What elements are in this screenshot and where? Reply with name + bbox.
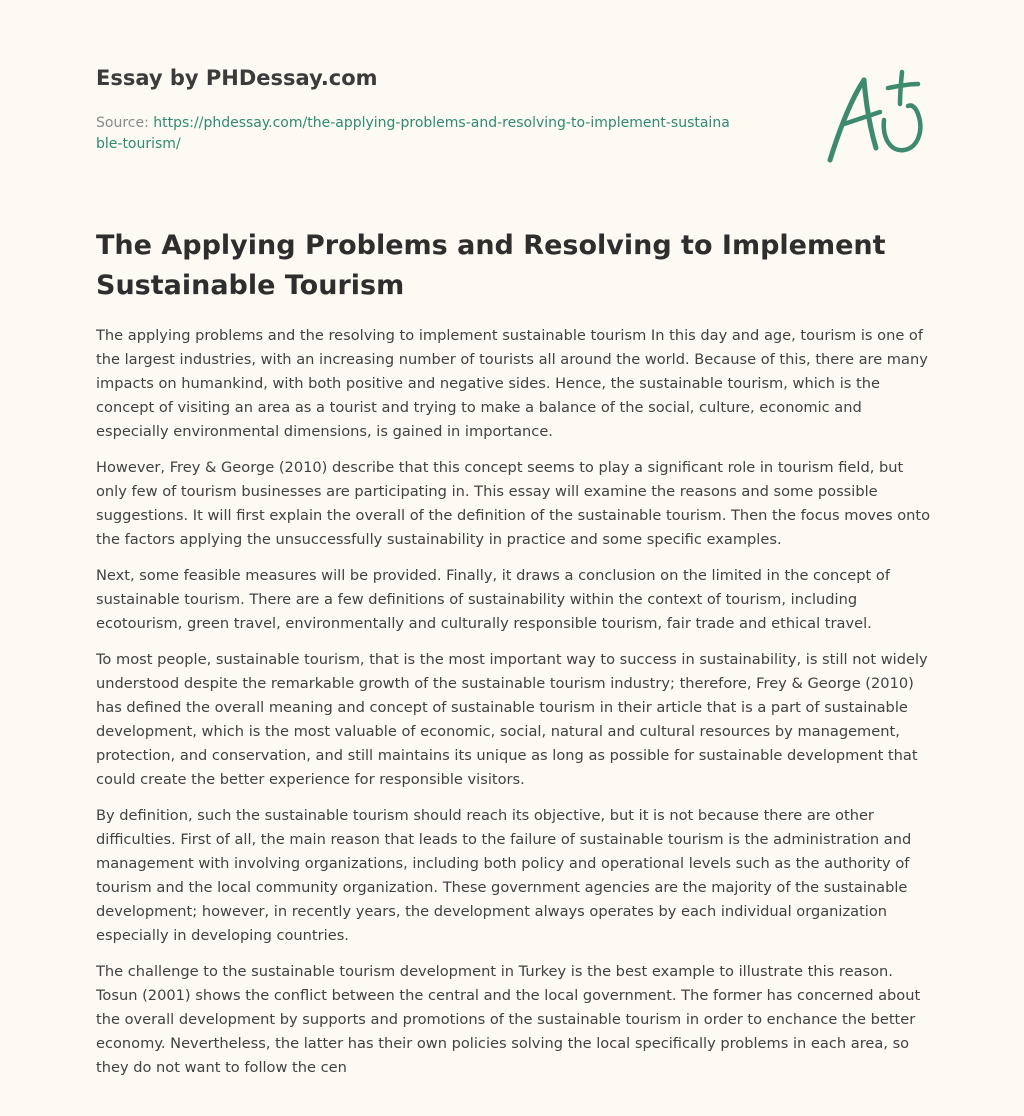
essay-paragraph: However, Frey & George (2010) describe that this concept seems to play a significant role in tourism field, but only few of tourism businesses are participating in. This essay will examine the reasons and some possible suggestions. It will first explain the overall of the definition of the sustainable tourism. Then the focus moves onto the factors applying the unsuccessfully sustainability in practice and some specific examples.	[96, 459, 931, 548]
essay-title: The Applying Problems and Resolving to Implement Sustainable Tourism	[96, 230, 886, 301]
source-line	[96, 113, 736, 155]
brand-title: Essay by PHDessay.com	[96, 66, 378, 90]
essay-paragraph: To most people, sustainable tourism, that is the most important way to success in sustainability, is still not widely understood despite the remarkable growth of the sustainable tourism industry; therefore, Frey & George (2010) has defined the overall meaning and concept of sustainable tourism in their article that is a part of sustainable development, which is the most valuable of economic, social, natural and cultural resources by management, protection, and conservation, and still maintains its unique as long as possible for sustainable development that could create the better experience for responsible visitors.	[96, 651, 928, 788]
essay-paragraph: The applying problems and the resolving to implement sustainable tourism In this day and age, tourism is one of the largest industries, with an increasing number of tourists all around the world. Because of this, there are many impacts on humankind, with both positive and negative sides. Hence, the sustainable tourism, which is the concept of visiting an area as a tourist and trying to make a balance of the social, culture, economic and especially environmental dimensions, is gained in importance.	[96, 327, 928, 440]
essay-paragraph: Next, some feasible measures will be provided. Finally, it draws a conclusion on the limited in the concept of sustainable tourism. There are a few definitions of sustainability within the context of tourism, including ecotourism, green travel, environmentally and culturally responsible tourism, fair trade and ethical travel.	[96, 567, 890, 632]
essay-body	[96, 324, 932, 1092]
source-label: Source:	[96, 115, 149, 131]
a-plus-logo-icon	[826, 68, 930, 164]
essay-paragraph: By definition, such the sustainable tourism should reach its objective, but it is not because there are other difficulties. First of all, the main reason that leads to the failure of sustainable tourism is the administration and management with involving organizations, including both policy and operational levels such as the authority of tourism and the local community organization. These government agencies are the majority of the sustainable development; however, in recently years, the development always operates by each individual organization especially in developing countries.	[96, 807, 912, 944]
source-link[interactable]: https://phdessay.com/the-applying-problems-and-resolving-to-implement-sustainable-tourism/	[96, 115, 730, 152]
essay-paragraph: The challenge to the sustainable tourism development in Turkey is the best example to illustrate this reason. Tosun (2001) shows the conflict between the central and the local government. The former has concerned about the overall development by supports and promotions of the sustainable tourism in order to enchance the better economy. Nevertheless, the latter has their own policies solving the local specifically problems in each area, so they do not want to follow the cen	[96, 963, 921, 1076]
